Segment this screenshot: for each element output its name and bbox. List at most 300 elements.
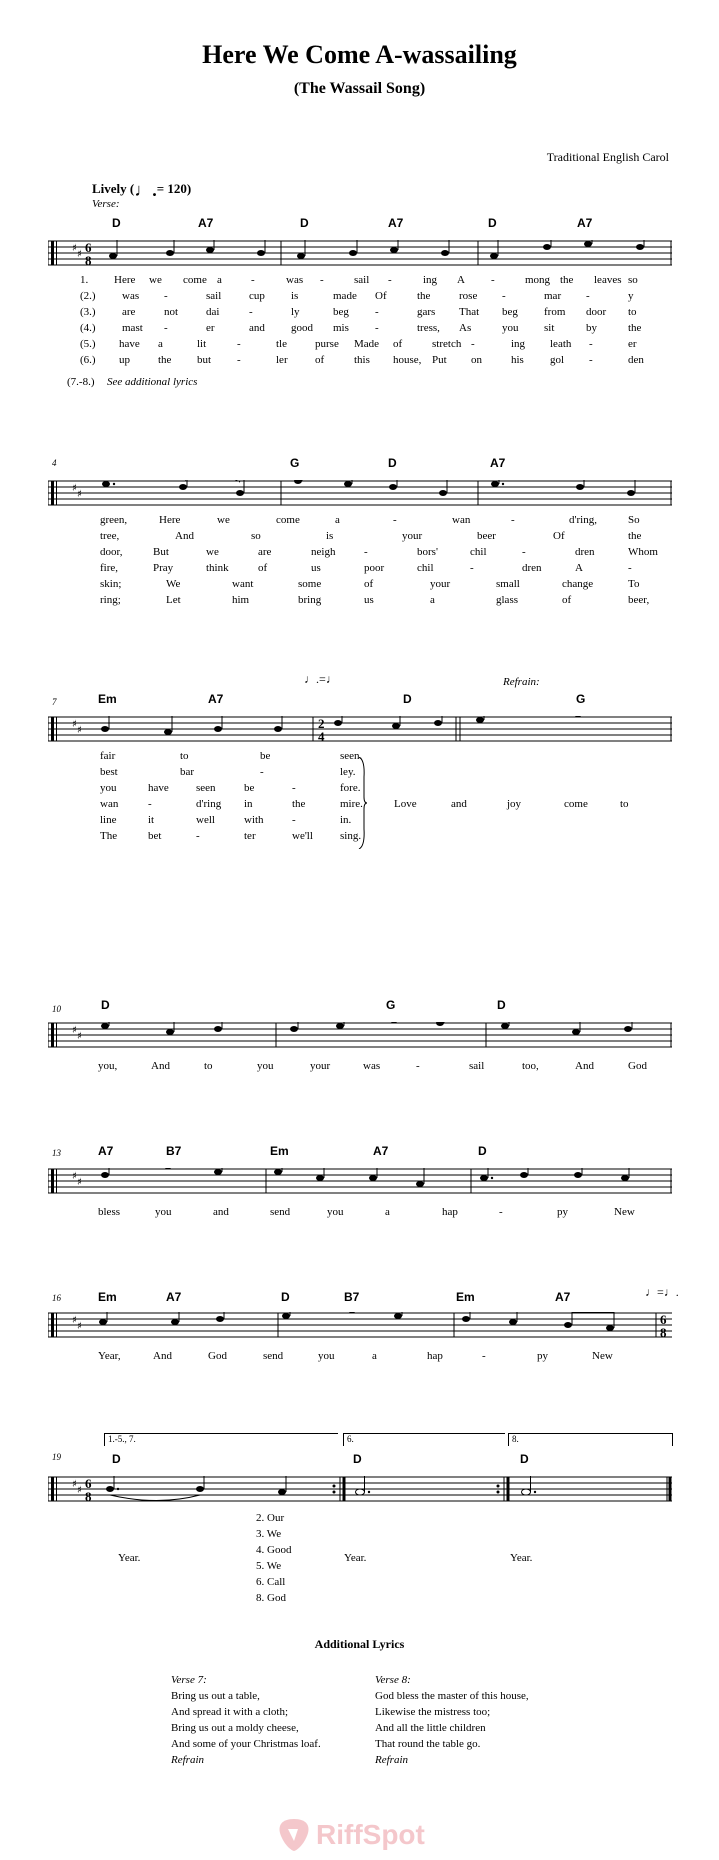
lyric-syllable: ter [244, 830, 256, 842]
lyric-syllable: we'll [292, 830, 313, 842]
lyric-syllable: you [100, 782, 117, 794]
staff-system-3 [48, 716, 672, 742]
svg-text:♯: ♯ [72, 483, 77, 494]
lyric-syllable: good [291, 322, 313, 334]
chord-symbol: Em [98, 1290, 117, 1304]
lyric-syllable: leaves [594, 274, 622, 286]
lyric-syllable: you [155, 1206, 172, 1218]
lyric-syllable: To [628, 578, 640, 590]
lyric-syllable: fore. [340, 782, 361, 794]
footnote-number: (7.-8.) [67, 376, 95, 388]
lyric-syllable: us [364, 594, 374, 606]
lyric-syllable: but [197, 354, 212, 366]
lyric-syllable: sing. [340, 830, 362, 842]
chord-symbol: Em [456, 1290, 475, 1304]
lyric-syllable: fair [100, 750, 116, 762]
measure-number: 7 [52, 697, 57, 707]
chord-symbol: D [353, 1452, 362, 1466]
lyric-syllable: small [496, 578, 520, 590]
lyric-syllable: And [153, 1350, 172, 1362]
lyric-syllable: stretch [432, 338, 462, 350]
lyric-syllable: of [364, 578, 374, 590]
lyric-syllable: y [628, 290, 634, 302]
svg-text:♯: ♯ [72, 1479, 77, 1490]
verse-7-label: Verse 7: [171, 1674, 207, 1686]
lyric-syllable: not [164, 306, 179, 318]
lyric-line: Bring us out a moldy cheese, [171, 1722, 299, 1734]
lyric-syllable: with [244, 814, 264, 826]
staff-system-7 [48, 1476, 672, 1502]
lyric-syllable: glass [496, 594, 518, 606]
lyric-syllable: made [333, 290, 357, 302]
lyric-syllable: his [511, 354, 524, 366]
lyric-syllable: up [119, 354, 130, 366]
lyric-syllable: - [416, 1060, 420, 1072]
measure-number: 16 [52, 1293, 61, 1303]
lyric-syllable: Love [394, 798, 417, 810]
lyric-syllable: - [292, 782, 296, 794]
lyric-syllable: a [158, 338, 163, 350]
lyric-syllable: Of [375, 290, 387, 302]
lyric-syllable: ler [276, 354, 288, 366]
lyric-syllable: you [502, 322, 519, 334]
lyric-syllable: tle [276, 338, 287, 350]
measure-number: 4 [52, 458, 57, 468]
lyric-syllable: have [119, 338, 140, 350]
verse-line-1 [0, 274, 719, 288]
lyric-syllable: den [628, 354, 644, 366]
lyric-syllable: sit [544, 322, 555, 334]
lyric-syllable: - [375, 322, 379, 334]
lyric-syllable: - [164, 290, 168, 302]
svg-text:♯: ♯ [72, 243, 77, 254]
lyric-syllable: to [628, 306, 637, 318]
lyric-syllable: sail [354, 274, 370, 286]
verse-8-label: Verse 8: [375, 1674, 411, 1686]
guitar-pick-icon [276, 1817, 312, 1853]
lyric-syllable: So [628, 514, 640, 526]
lyric-syllable: neigh [311, 546, 336, 558]
lyric-syllable: of [393, 338, 403, 350]
verse-cue: 8. God [256, 1592, 286, 1604]
lyric-syllable: of [315, 354, 325, 366]
lyric-line: And some of your Christmas loaf. [171, 1738, 321, 1750]
lyric-syllable: beer, [628, 594, 650, 606]
verse-7-block [171, 1672, 321, 1768]
lyric-syllable: Pray [153, 562, 174, 574]
lyric-syllable: dren [575, 546, 595, 558]
lyric-syllable: fire, [100, 562, 119, 574]
chord-symbol: D [403, 692, 412, 706]
chord-symbol: D [112, 216, 121, 230]
lyric-syllable: d'ring [196, 798, 222, 810]
lyric-syllable: and [213, 1206, 229, 1218]
svg-text:♯: ♯ [77, 1485, 82, 1496]
lyric-syllable: mar [544, 290, 562, 302]
lyric-syllable: gol [550, 354, 565, 366]
lyric-syllable: - [375, 306, 379, 318]
lyric-syllable: wan [452, 514, 471, 526]
lyric-syllable: skin; [100, 578, 122, 590]
lyric-syllable: - [251, 274, 255, 286]
staff-lines [48, 1312, 672, 1338]
chord-symbol: A7 [490, 456, 506, 470]
lyric-syllable: - [586, 290, 590, 302]
lyric-syllable: dren [522, 562, 542, 574]
lyric-syllable: so [251, 530, 261, 542]
lyric-syllable: And [151, 1060, 170, 1072]
tempo-equation: ♩.=♩ [304, 672, 338, 686]
lyric-syllable: is [326, 530, 334, 542]
staff-system-1 [48, 240, 672, 266]
lyric-line: God bless the master of this house, [375, 1690, 529, 1702]
lyric-syllable: and [249, 322, 265, 334]
lyric-syllable: of [258, 562, 268, 574]
lyric-syllable: beer [477, 530, 496, 542]
measure-number: 19 [52, 1452, 61, 1462]
chord-symbol: G [386, 998, 396, 1012]
svg-text:6: 6 [85, 240, 92, 255]
lyric-syllable: And [175, 530, 194, 542]
verse-cue: 3. We [256, 1528, 282, 1540]
lyric-syllable: so [628, 274, 638, 286]
lyric-syllable: - [364, 546, 368, 558]
lyric-syllable: send [270, 1206, 291, 1218]
lyric-syllable: the [628, 530, 642, 542]
verse-cue: 5. We [256, 1560, 282, 1572]
chord-symbol: Em [270, 1144, 289, 1158]
lyric-syllable: sail [206, 290, 222, 302]
lyric-syllable: rose [459, 290, 478, 302]
lyric-syllable: bless [98, 1206, 120, 1218]
lyric-syllable: well [196, 814, 215, 826]
lyric-syllable: come [564, 798, 588, 810]
lyric-syllable: seen. [340, 750, 363, 762]
lyric-syllable: we [149, 274, 162, 286]
song-title: Here We Come A-wassailing [202, 40, 517, 69]
ending-number: 6. [347, 1434, 354, 1444]
lyric-syllable: beg [333, 306, 349, 318]
tempo-paren: ( [129, 181, 135, 196]
lyric-syllable: is [291, 290, 299, 302]
staff-lines [48, 1168, 672, 1194]
chord-symbol: A7 [198, 216, 214, 230]
svg-text:♯: ♯ [77, 249, 82, 260]
lyric-syllable: some [298, 578, 322, 590]
refrain-label: Refrain: [503, 676, 540, 688]
lyric-syllable: bet [148, 830, 162, 842]
staff-lines [48, 480, 672, 506]
lyric-line: And all the little children [375, 1722, 486, 1734]
lyric-syllable: (2.) [80, 290, 96, 302]
lyric-syllable: gars [417, 306, 436, 318]
lyric-syllable: the [628, 322, 642, 334]
lyric-syllable: hap [427, 1350, 443, 1362]
lyric-syllable: (4.) [80, 322, 96, 334]
lyric-syllable: joy [507, 798, 522, 810]
svg-text:♯: ♯ [77, 725, 82, 736]
lyric-syllable: think [206, 562, 229, 574]
lyric-syllable: chil [417, 562, 434, 574]
lyric-syllable: (3.) [80, 306, 96, 318]
lyric-syllable: - [388, 274, 392, 286]
lyric-syllable: - [292, 814, 296, 826]
lyric-syllable: - [470, 562, 474, 574]
lyric-syllable: come [276, 514, 300, 526]
chord-symbol: B7 [166, 1144, 182, 1158]
lyric-syllable: Whom [628, 546, 658, 558]
lyric-syllable: and [451, 798, 467, 810]
tempo-word: Lively [92, 181, 127, 196]
lyric-syllable: to [204, 1060, 213, 1072]
chord-symbol: A7 [577, 216, 593, 230]
lyric-line: And spread it with a cloth; [171, 1706, 289, 1718]
chord-symbol: A7 [98, 1144, 114, 1158]
verse-line-5 [0, 338, 719, 352]
lyric-syllable: ing [511, 338, 526, 350]
lyric-syllable: a [385, 1206, 390, 1218]
refrain-line [0, 1350, 719, 1364]
lyric-syllable: the [158, 354, 172, 366]
lyric-syllable: you [318, 1350, 335, 1362]
lyric-syllable: - [589, 338, 593, 350]
lyric-syllable: But [153, 546, 169, 558]
verse-cue: 4. Good [256, 1544, 292, 1556]
lyric-syllable: seen [196, 782, 216, 794]
chord-symbol: D [281, 1290, 290, 1304]
lyric-syllable: bors' [417, 546, 438, 558]
lyric-syllable: best [100, 766, 118, 778]
staff-system-6 [48, 1312, 672, 1338]
lyric-syllable: d'ring, [569, 514, 597, 526]
lyric-syllable: purse [315, 338, 339, 350]
lyric-syllable: your [430, 578, 451, 590]
lyric-syllable: sail [469, 1060, 485, 1072]
lyric-syllable: be [244, 782, 255, 794]
lyric-syllable: Year. [344, 1552, 367, 1564]
lyric-syllable: the [292, 798, 306, 810]
svg-text:♯: ♯ [72, 719, 77, 730]
ending-number: 1.-5., 7. [108, 1434, 136, 1444]
lyric-syllable: are [258, 546, 272, 558]
lyric-syllable: lit [197, 338, 207, 350]
lyric-syllable: - [393, 514, 397, 526]
lyric-line: Bring us out a table, [171, 1690, 260, 1702]
lyric-syllable: green, [100, 514, 128, 526]
staff-system-4 [48, 1022, 672, 1048]
lyric-syllable: (6.) [80, 354, 96, 366]
chord-symbol: D [488, 216, 497, 230]
ending-number: 8. [512, 1434, 519, 1444]
lyric-syllable: A [457, 274, 465, 286]
verse-cue: 6. Call [256, 1576, 286, 1588]
lyric-syllable: - [499, 1206, 503, 1218]
lyric-syllable: to [180, 750, 189, 762]
svg-text:6: 6 [660, 1312, 667, 1327]
lyric-syllable: it [148, 814, 155, 826]
lyric-syllable: tree, [100, 530, 120, 542]
lyric-syllable: your [310, 1060, 331, 1072]
lyric-syllable: in [244, 798, 253, 810]
chord-symbol: A7 [166, 1290, 182, 1304]
tempo-equation: ♩=♩. [645, 1285, 679, 1299]
chord-symbol: Em [98, 692, 117, 706]
lyric-syllable: mast [122, 322, 143, 334]
lyric-syllable: door, [100, 546, 123, 558]
riffspot-logo[interactable] [272, 1815, 452, 1855]
lyric-syllable: Let [166, 594, 181, 606]
lyric-syllable: - [237, 354, 241, 366]
lyric-syllable: you [257, 1060, 274, 1072]
lyric-syllable: Here [114, 274, 136, 286]
lyric-syllable: - [471, 338, 475, 350]
chord-symbol: B7 [344, 1290, 360, 1304]
lyric-syllable: py [557, 1206, 568, 1218]
svg-text:♯: ♯ [72, 1171, 77, 1182]
chord-symbol: D [101, 998, 110, 1012]
composer-credit: Traditional English Carol [546, 150, 669, 164]
first-ending-bracket [104, 1433, 338, 1446]
lyric-syllable: wan [100, 798, 119, 810]
footnote-row [0, 376, 719, 390]
lyric-syllable: - [260, 766, 264, 778]
lyric-syllable: your [402, 530, 423, 542]
lyric-syllable: That [459, 306, 480, 318]
lyric-syllable: bring [298, 594, 322, 606]
lyric-syllable: in. [340, 814, 352, 826]
verse-line-2 [0, 530, 719, 544]
lyric-syllable: this [354, 354, 370, 366]
lyric-syllable: hap [442, 1206, 458, 1218]
lyric-syllable: - [237, 338, 241, 350]
lyric-syllable: are [122, 306, 136, 318]
lyric-syllable: of [562, 594, 572, 606]
lyric-syllable: be [260, 750, 271, 762]
lyric-syllable: New [592, 1350, 613, 1362]
lyric-syllable: Of [553, 530, 565, 542]
svg-text:8: 8 [85, 253, 92, 266]
lyric-syllable: ing [423, 274, 438, 286]
lyric-syllable: ley. [340, 766, 356, 778]
lyric-syllable: As [459, 322, 472, 334]
lyric-syllable: God [208, 1350, 227, 1362]
staff-lines [48, 240, 672, 266]
staff-system-2 [48, 480, 672, 506]
lyric-syllable: - [196, 830, 200, 842]
verse-8-block [375, 1672, 529, 1768]
lyric-syllable: New [614, 1206, 635, 1218]
chord-symbol: D [388, 456, 397, 470]
lyric-syllable: - [589, 354, 593, 366]
dotted-quarter-note-icon: ♩. [134, 180, 157, 200]
lyric-syllable: We [166, 578, 181, 590]
svg-text:8: 8 [660, 1325, 667, 1338]
verse-line-2 [0, 290, 719, 304]
lyric-syllable: Made [354, 338, 380, 350]
lyric-syllable: him [232, 594, 250, 606]
measure-number: 10 [52, 1004, 61, 1014]
lyric-syllable: send [263, 1350, 284, 1362]
lyric-syllable: And [575, 1060, 594, 1072]
staff-lines [48, 716, 672, 742]
chord-symbol: D [112, 1452, 121, 1466]
lyric-syllable: to [620, 798, 629, 810]
lyric-syllable: the [417, 290, 431, 302]
lyric-syllable: Year, [98, 1350, 121, 1362]
lyric-syllable: A [575, 562, 583, 574]
svg-text:♯: ♯ [77, 1321, 82, 1332]
lyric-syllable: change [562, 578, 594, 590]
lyric-syllable: - [164, 322, 168, 334]
verse-label: Verse: [92, 198, 120, 210]
measure-number: 13 [52, 1148, 61, 1158]
lyric-syllable: chil [470, 546, 487, 558]
verse-line-4 [0, 322, 719, 336]
lyric-syllable: a [335, 514, 340, 526]
chord-symbol: A7 [388, 216, 404, 230]
staff-lines [48, 1476, 672, 1502]
lyric-line: That round the table go. [375, 1738, 481, 1750]
lyric-syllable: bar [180, 766, 195, 778]
verse-line-3 [0, 546, 719, 560]
lyric-syllable: - [320, 274, 324, 286]
lyric-syllable: - [482, 1350, 486, 1362]
lyric-syllable: on [471, 354, 482, 366]
lyric-syllable: poor [364, 562, 385, 574]
chord-symbol: D [478, 1144, 487, 1158]
lyric-syllable: a [217, 274, 222, 286]
lyric-syllable: dai [206, 306, 220, 318]
lyric-syllable: was [286, 274, 304, 286]
lyric-syllable: - [491, 274, 495, 286]
chord-symbol: A7 [208, 692, 224, 706]
verse-cue: 2. Our [256, 1512, 285, 1524]
refrain-line [0, 798, 719, 812]
svg-text:♯: ♯ [72, 1025, 77, 1036]
lyric-syllable: Year. [510, 1552, 533, 1564]
staff-lines [48, 1022, 672, 1048]
lyric-syllable: - [511, 514, 515, 526]
lyric-syllable: was [363, 1060, 381, 1072]
staff-system-5 [48, 1168, 672, 1194]
song-subtitle: (The Wassail Song) [293, 80, 426, 97]
lyric-syllable: leath [550, 338, 572, 350]
lyric-syllable: you, [98, 1060, 118, 1072]
svg-text:♯: ♯ [77, 1177, 82, 1188]
lyric-line: Likewise the mistress too; [375, 1706, 491, 1718]
chord-symbol: G [290, 456, 300, 470]
lyric-syllable: er [206, 322, 215, 334]
lyric-syllable: line [100, 814, 117, 826]
lyric-syllable: cup [249, 290, 265, 302]
lyric-syllable: beg [502, 306, 518, 318]
lyric-syllable: by [586, 322, 597, 334]
lyric-syllable: the [560, 274, 574, 286]
verse-line-5 [0, 578, 719, 592]
footnote-text: See additional lyrics [107, 376, 198, 388]
chord-symbol: A7 [373, 1144, 389, 1158]
lyric-syllable: door [586, 306, 607, 318]
lyric-syllable: we [217, 514, 230, 526]
lyric-syllable: Put [432, 354, 447, 366]
lyric-syllable: was [122, 290, 140, 302]
lyric-syllable: ly [291, 306, 300, 318]
lyric-syllable: 1. [80, 274, 89, 286]
refrain-cue: Refrain [171, 1754, 204, 1766]
lyric-syllable: want [232, 578, 254, 590]
refrain-cue: Refrain [375, 1754, 408, 1766]
third-ending-bracket [508, 1433, 673, 1446]
